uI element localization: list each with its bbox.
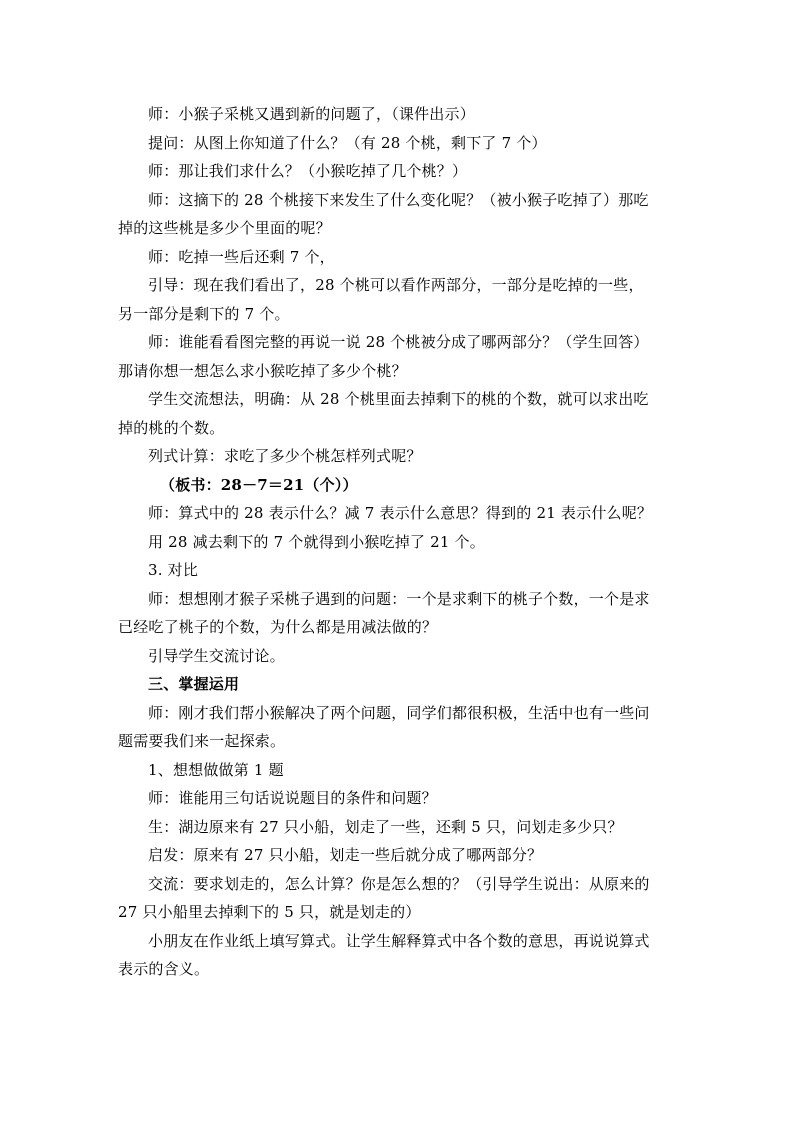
paragraph-line: 引导：现在我们看出了，28 个桃可以看作两部分，一部分是吃掉的一些， — [148, 276, 644, 294]
document-body — [118, 100, 678, 984]
paragraph-line: 列式计算：求吃了多少个桃怎样列式呢？ — [148, 447, 422, 465]
paragraph-line: 那请你想一想怎么求小猴吃掉了多少个桃？ — [118, 361, 407, 380]
paragraph-line: 师：想想刚才猴子采桃子遇到的问题：一个是求剩下的桃子个数，一个是求 — [148, 589, 650, 608]
paragraph-line: 另一部分是剩下的 7 个。 — [118, 304, 290, 323]
paragraph-line: 掉的这些桃是多少个里面的呢？ — [118, 219, 331, 237]
paragraph-line: 师：小猴子采桃又遇到新的问题了，（课件出示） — [148, 105, 475, 123]
paragraph-line: 师：谁能用三句话说说题目的条件和问题？ — [148, 789, 437, 807]
paragraph-line: 已经吃了桃子的个数，为什么都是用减法做的？ — [118, 618, 438, 636]
paragraph-line: 提问：从图上你知道了什么？（有 28 个桃，剩下了 7 个） — [148, 133, 547, 152]
paragraph-line: 生：湖边原来有 27 只小船，划走了一些，还剩 5 只，问划走多少只？ — [148, 817, 623, 836]
section-heading: 三、掌握运用 — [148, 675, 240, 693]
board-writing: （板书：28－7＝21（个）） — [160, 475, 358, 494]
paragraph-line: 师：那让我们求什么？（小猴吃掉了几个桃？） — [148, 162, 468, 180]
paragraph-line: 师：算式中的 28 表示什么？减 7 表示什么意思？得到的 21 表示什么呢？ — [148, 504, 653, 522]
paragraph-line: 师：刚才我们帮小猴解决了两个问题，同学们都很积极，生活中也有一些问 — [148, 703, 650, 722]
paragraph-line: 用 28 减去剩下的 7 个就得到小猴吃掉了 21 个。 — [148, 532, 485, 551]
section-subheading: 3. 对比 — [148, 561, 199, 579]
paragraph-line: 引导学生交流讨论。 — [148, 646, 285, 665]
paragraph-line: 27 只小船里去掉剩下的 5 只，就是划走的） — [118, 903, 421, 921]
paragraph-line: 交流：要求划走的，怎么计算？你是怎么想的？（引导学生说出：从原来的 — [148, 874, 650, 893]
paragraph-line: 掉的桃的个数。 — [118, 418, 225, 437]
paragraph-line: 学生交流想法，明确：从 28 个桃里面去掉剩下的桃的个数，就可以求出吃 — [148, 390, 649, 408]
paragraph-line: 小朋友在作业纸上填写算式。让学生解释算式中各个数的意思，再说说算式 — [148, 931, 650, 950]
paragraph-line: 启发：原来有 27 只小船，划走一些后就分成了哪两部分？ — [148, 846, 543, 864]
paragraph-line: 师：这摘下的 28 个桃接下来发生了什么变化呢？（被小猴子吃掉了）那吃 — [148, 190, 649, 209]
paragraph-line: 题需要我们来一起探索。 — [118, 732, 286, 750]
section-subheading: 1、想想做做第 1 题 — [148, 760, 284, 779]
paragraph-line: 师：谁能看看图完整的再说一说 28 个桃被分成了哪两部分？（学生回答） — [148, 333, 649, 351]
paragraph-line: 表示的含义。 — [118, 960, 210, 978]
paragraph-line: 师：吃掉一些后还剩 7 个， — [148, 247, 335, 266]
